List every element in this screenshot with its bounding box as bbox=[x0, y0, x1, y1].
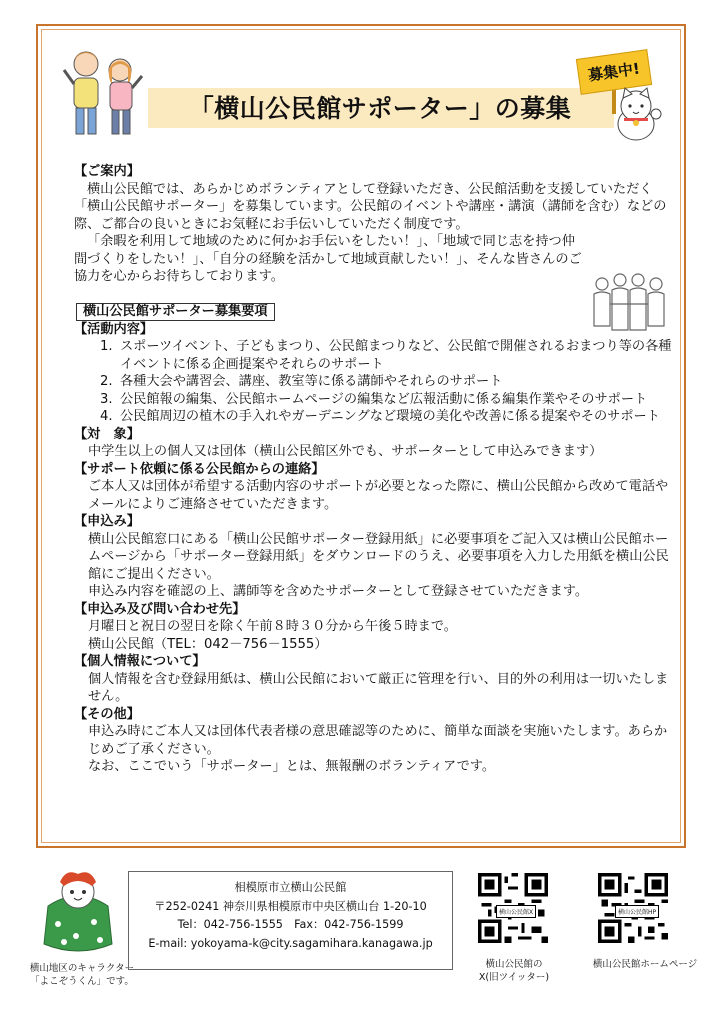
people-illustration bbox=[58, 40, 148, 140]
list-item: 3. 公民館報の編集、公民館ホームページの編集など広報活動に係る編集作業やそのサポート bbox=[100, 391, 648, 407]
qr-label-x: 横山公民館X bbox=[496, 905, 536, 918]
recruiting-badge: 募集中! bbox=[576, 49, 652, 95]
intro-paragraph-2: 「余暇を利用して地域のために何かお手伝いをしたい！」、「地域で同じ志を持つ仲間づくりをしたい！」、「自分の経験を活かして地域貢献したい！」、そんな皆さんのご協力を心からお待ちしております。 bbox=[74, 234, 582, 284]
page-title: 「横山公民館サポーター」の募集 bbox=[188, 94, 572, 123]
inquiry-heading: 【申込み及び問い合わせ先】 bbox=[74, 601, 246, 617]
qr-caption-x: 横山公民館の X(旧ツイッター) bbox=[478, 959, 550, 983]
other-heading: 【その他】 bbox=[74, 706, 140, 722]
contact-text: ご本人又は団体が希望する活動内容のサポートが必要となった際に、横山公民館から改めて電話やメールによりご連絡させていただきます。 bbox=[88, 479, 669, 512]
address-box bbox=[128, 871, 453, 970]
email: E-mail: yokoyama-k@city.sagamihara.kanagawa.jp bbox=[148, 936, 433, 950]
other-text-2: なお、ここでいう「サポーター」とは、無報酬のボランティアです。 bbox=[88, 759, 496, 774]
intro-paragraph-1: 横山公民館では、あらかじめボランティアとして登録いただき、公民館活動を支援していただく「横山公民館サポーター」を募集しています。公民館のイベントや講座・講演（講師を含む）などの際、ご都合の良いときにお気軽にお手伝いしていただく制度です。 bbox=[74, 181, 667, 232]
mascot-caption: 横山地区のキャラクター 「よこぞうくん」です。 bbox=[29, 963, 135, 987]
postal-address: 〒252-0241 神奈川県相模原市中央区横山台 1-20-10 bbox=[154, 899, 427, 913]
org-name: 相模原市立横山公民館 bbox=[234, 881, 347, 894]
guide-box-title: 横山公民館サポーター募集要項 bbox=[76, 303, 275, 321]
mascot-icon bbox=[36, 866, 120, 954]
list-item: 1. スポーツイベント、子どもまつり、公民館まつりなど、公民館で開催されるおまつり等の各種イベントに係る企画提案やそれらのサポート bbox=[100, 339, 672, 372]
lucky-cat-icon bbox=[606, 84, 666, 142]
activity-heading: 【活動内容】 bbox=[74, 321, 154, 337]
main-content bbox=[74, 163, 674, 776]
qr-caption-homepage: 横山公民館ホームページ bbox=[592, 959, 698, 970]
activity-list bbox=[74, 338, 674, 426]
apply-text-2: 申込み内容を確認の上、講師等を含めたサポーターとして登録させていただきます。 bbox=[88, 584, 589, 599]
target-heading: 【対 象】 bbox=[74, 426, 140, 442]
tel-fax: Tel：042-756-1555 Fax：042-756-1599 bbox=[177, 918, 404, 931]
privacy-text: 個人情報を含む登録用紙は、横山公民館において厳正に管理を行い、目的外の利用は一切いたしません。 bbox=[88, 671, 669, 704]
apply-heading: 【申込み】 bbox=[74, 514, 140, 529]
inquiry-hours: 月曜日と祝日の翌日を除く午前８時３０分から午後５時まで。 bbox=[88, 619, 457, 634]
qr-label-homepage: 横山公民館HP bbox=[615, 905, 659, 918]
contact-heading: 【サポート依頼に係る公民館からの連絡】 bbox=[74, 461, 325, 477]
other-text-1: 申込み時にご本人又は団体代表者様の意思確認等のために、簡単な面談を実施いたします。あらかじめご了承ください。 bbox=[88, 724, 668, 757]
list-item: 4. 公民館周辺の植木の手入れやガーデニングなど環境の美化や改善に係る提案やそのサポート bbox=[100, 409, 660, 424]
list-item: 2. 各種大会や講習会、講座、教室等に係る講師やそれらのサポート bbox=[100, 374, 503, 389]
intro-heading: 【ご案内】 bbox=[74, 164, 140, 179]
target-text: 中学生以上の個人又は団体（横山公民館区外でも、サポーターとして申込みできます） bbox=[88, 444, 603, 459]
apply-text-1: 横山公民館窓口にある「横山公民館サポーター登録用紙」に必要事項をご記入又は横山公民館ホームページから「サポーター登録用紙」をダウンロードのうえ、必要事項を入力した用紙を横山公民館にご提出ください。 bbox=[88, 531, 669, 582]
inquiry-tel: 横山公民館（TEL：042－756－1555） bbox=[88, 636, 328, 652]
privacy-heading: 【個人情報について】 bbox=[74, 654, 206, 669]
